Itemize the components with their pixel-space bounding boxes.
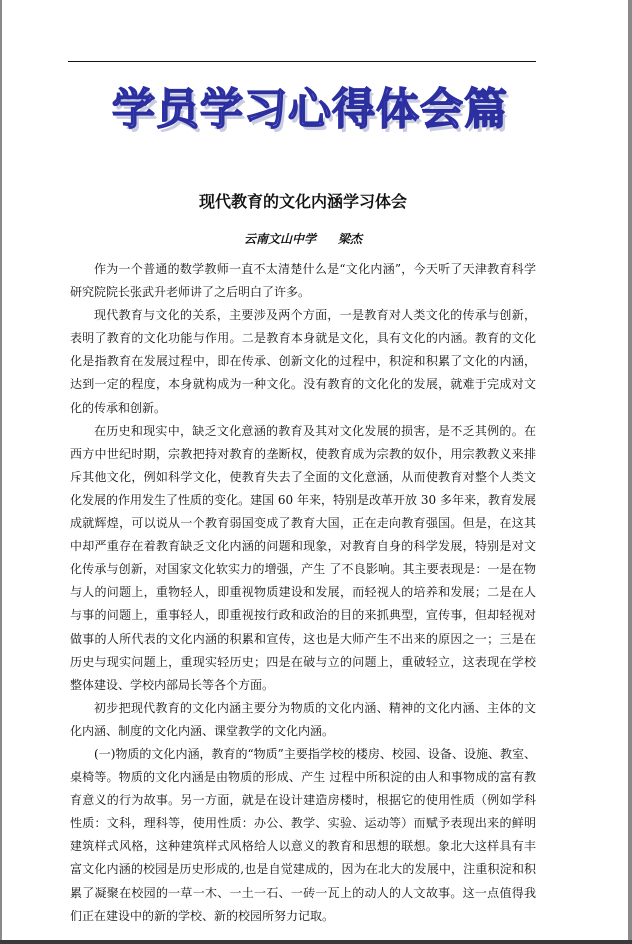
article-body <box>70 258 536 928</box>
section-banner: 学员学习心得体会篇 <box>112 85 508 135</box>
article-title: 现代教育的文化内涵学习体会 <box>198 192 407 211</box>
paragraph: (一)物质的文化内涵，教育的“物质”主要指学校的楼房、校园、设备、设施、教室、桌椅等。物质的文化内涵是由物质的形成、产生 过程中所积淀的由人和事物成的富有教育意义的行为故事。另一方面，就是在设计建造房楼时，根据它的使用性质（例如学科性质：文科，理科等，使用性质：办公、教学、实验、运动等）而赋予表现出来的鲜明建筑样式风格，这种建筑样式风格给人以意义的教育和思想的联想。象北大这样具有丰富文化内涵的校园是历史形成的,也是自觉建成的，因为在北大的发展中，注重积淀和积累了凝聚在校园的一草一木、一土一石、一砖一瓦上的动人的人文故事。这一点值得我们正在建设中的新的学校、新的校园所努力记取。 <box>70 746 536 923</box>
paragraph: 作为一个普通的数学教师一直不太清楚什么是“文化内涵”，今天听了天津教育科学研究院院长张武升老师讲了之后明白了许多。 <box>70 262 536 300</box>
header-rule <box>68 61 536 62</box>
author-name: 梁杰 <box>338 232 363 246</box>
paragraph: 在历史和现实中，缺乏文化意涵的教育及其对文化发展的损害，是不乏其例的。在西方中世纪时期，宗教把持对教育的垄断权，使教育成为宗教的奴仆，用宗教教义来排斥其他文化，例如科学文化，使教育失去了全面的文化意涵，从而使教育对整个人类文化发展的作用发生了性质的变化。建国 60 年来，特别是改革开放 30 多年来，教育发展成就辉煌，可以说从一个教育弱国变成了教育大国，正在走向教育强国。但是，在这其中却严重存在着教育缺乏文化内涵的问题和现象，对教育自身的科学发展，特别是对文化传承与创新，对国家文化软实力的增强，产生 了不良影响。其主要表现是：一是在物与人的问题上，重物轻人，即重视物质建设和发展，而轻视人的培养和发展；二是在人与事的问题上，重事轻人，即重视按行政和政治的目的来抓典型，宣传事，但却轻视对做事的人所代表的文化内涵的积累和宣传，这也是大师产生不出来的原因之一；三是在历史与现实问题上，重现实轻历史；四是在破与立的问题上，重破轻立，这表现在学校整体建设、学校内部局长等各个方面。 <box>70 423 536 692</box>
viewer-bottom-edge <box>0 940 632 944</box>
document-page <box>2 0 628 940</box>
paragraph: 现代教育与文化的关系，主要涉及两个方面，一是教育对人类文化的传承与创新，表明了教育的文化功能与作用。二是教育本身就是文化，具有文化的内涵。教育的文化化是指教育在发展过程中，即在传承、创新文化的过程中，积淀和积累了文化的内涵，达到一定的程度，本身就构成为一种文化。没有教育的文化化的发展，就难于完成对文化的传承和创新。 <box>70 308 536 415</box>
author-line <box>68 230 538 248</box>
school-name: 云南文山中学 <box>243 232 316 246</box>
paragraph: 初步把现代教育的文化内涵主要分为物质的文化内涵、精神的文化内涵、主体的文化内涵、制度的文化内涵、课堂教学的文化内涵。 <box>70 700 536 738</box>
